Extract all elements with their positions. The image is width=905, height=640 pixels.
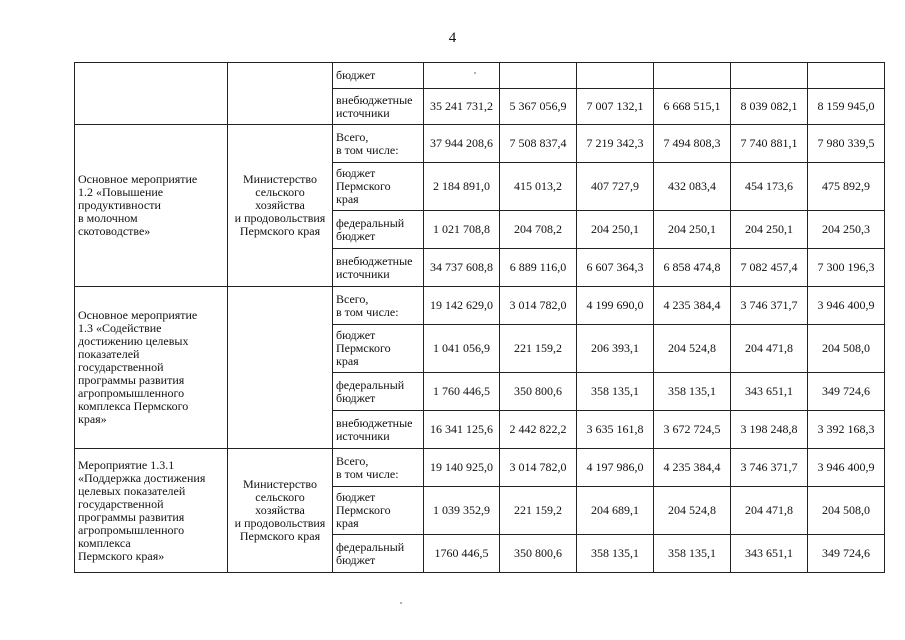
value-cell-year-4: 7 082 457,4 [731,249,808,287]
value-cell-year-3 [654,63,731,89]
value-cell-year-3: 4 235 384,4 [654,449,731,487]
value-cell-year-1: 350 800,6 [500,373,577,411]
value-cell-year-1 [500,63,577,89]
value-cell-total [424,63,500,89]
value-cell-year-1: 7 508 837,4 [500,125,577,163]
value-cell-year-3: 358 135,1 [654,535,731,573]
value-cell-year-1: 221 159,2 [500,325,577,373]
source-cell: Всего, в том числе: [333,125,424,163]
source-cell: федеральный бюджет [333,535,424,573]
value-cell-total: 35 241 731,2 [424,89,500,125]
value-cell-year-5: 7 980 339,5 [808,125,885,163]
source-cell: бюджет [333,63,424,89]
value-cell-year-5: 204 250,3 [808,211,885,249]
value-cell-year-4 [731,63,808,89]
value-cell-year-1: 221 159,2 [500,487,577,535]
value-cell-year-4: 204 471,8 [731,487,808,535]
value-cell-year-1: 2 442 822,2 [500,411,577,449]
value-cell-total: 37 944 208,6 [424,125,500,163]
value-cell-year-3: 6 858 474,8 [654,249,731,287]
value-cell-year-2: 4 199 690,0 [577,287,654,325]
value-cell-year-2: 204 250,1 [577,211,654,249]
budget-table [74,62,885,573]
value-cell-year-4: 204 250,1 [731,211,808,249]
value-cell-year-4: 454 173,6 [731,163,808,211]
executor-cell: Министерство сельского хозяйства и продовольствия Пермского края [228,125,333,287]
value-cell-year-5: 3 392 168,3 [808,411,885,449]
value-cell-year-2: 358 135,1 [577,373,654,411]
value-cell-year-2: 4 197 986,0 [577,449,654,487]
value-cell-total: 19 140 925,0 [424,449,500,487]
value-cell-year-3: 358 135,1 [654,373,731,411]
value-cell-year-3: 3 672 724,5 [654,411,731,449]
value-cell-year-3: 4 235 384,4 [654,287,731,325]
activity-name-cell [75,63,228,125]
value-cell-total: 1 021 708,8 [424,211,500,249]
scan-speck [400,602,402,604]
table-row [75,63,885,89]
value-cell-year-3: 204 250,1 [654,211,731,249]
value-cell-year-5: 349 724,6 [808,535,885,573]
table-row [75,287,885,325]
scan-speck [474,72,476,74]
value-cell-year-2: 6 607 364,3 [577,249,654,287]
value-cell-year-5: 475 892,9 [808,163,885,211]
value-cell-total: 1 041 056,9 [424,325,500,373]
value-cell-year-5: 204 508,0 [808,325,885,373]
source-cell: внебюджетные источники [333,411,424,449]
value-cell-total: 2 184 891,0 [424,163,500,211]
value-cell-year-1: 3 014 782,0 [500,449,577,487]
value-cell-year-1: 3 014 782,0 [500,287,577,325]
value-cell-year-1: 5 367 056,9 [500,89,577,125]
source-cell: внебюджетные источники [333,89,424,125]
value-cell-year-5 [808,63,885,89]
value-cell-year-3: 7 494 808,3 [654,125,731,163]
value-cell-year-2: 7 007 132,1 [577,89,654,125]
value-cell-year-4: 3 746 371,7 [731,449,808,487]
source-cell: бюджет Пермского края [333,163,424,211]
activity-name-cell: Основное мероприятие 1.2 «Повышение продуктивности в молочном скотоводстве» [75,125,228,287]
value-cell-year-4: 204 471,8 [731,325,808,373]
value-cell-year-1: 204 708,2 [500,211,577,249]
value-cell-year-1: 415 013,2 [500,163,577,211]
source-cell: федеральный бюджет [333,373,424,411]
table-row [75,125,885,163]
source-cell: бюджет Пермского края [333,325,424,373]
source-cell: внебюджетные источники [333,249,424,287]
value-cell-year-4: 7 740 881,1 [731,125,808,163]
value-cell-total: 16 341 125,6 [424,411,500,449]
value-cell-year-2: 358 135,1 [577,535,654,573]
value-cell-year-5: 8 159 945,0 [808,89,885,125]
value-cell-year-4: 3 198 248,8 [731,411,808,449]
value-cell-year-5: 349 724,6 [808,373,885,411]
value-cell-year-4: 343 651,1 [731,535,808,573]
executor-cell: Министерство сельского хозяйства и продовольствия Пермского края [228,449,333,573]
value-cell-year-3: 204 524,8 [654,487,731,535]
value-cell-year-4: 8 039 082,1 [731,89,808,125]
value-cell-year-3: 432 083,4 [654,163,731,211]
value-cell-year-3: 204 524,8 [654,325,731,373]
value-cell-total: 1760 446,5 [424,535,500,573]
value-cell-year-2: 204 689,1 [577,487,654,535]
value-cell-total: 1 039 352,9 [424,487,500,535]
table-row [75,449,885,487]
value-cell-year-5: 3 946 400,9 [808,449,885,487]
value-cell-year-2: 3 635 161,8 [577,411,654,449]
source-cell: Всего, в том числе: [333,287,424,325]
source-cell: бюджет Пермского края [333,487,424,535]
value-cell-year-1: 350 800,6 [500,535,577,573]
value-cell-year-5: 204 508,0 [808,487,885,535]
source-cell: Всего, в том числе: [333,449,424,487]
value-cell-total: 19 142 629,0 [424,287,500,325]
activity-name-cell: Основное мероприятие 1.3 «Содействие достижению целевых показателей государственной программы развития агропромышленного комплекса Пермского края» [75,287,228,449]
value-cell-year-5: 7 300 196,3 [808,249,885,287]
value-cell-total: 1 760 446,5 [424,373,500,411]
value-cell-year-2: 7 219 342,3 [577,125,654,163]
value-cell-year-4: 3 746 371,7 [731,287,808,325]
value-cell-year-1: 6 889 116,0 [500,249,577,287]
executor-cell [228,63,333,125]
activity-name-cell: Мероприятие 1.3.1 «Поддержка достижения целевых показателей государственной программы развития агропромышленного комплекса Пермского края» [75,449,228,573]
value-cell-year-2 [577,63,654,89]
source-cell: федеральный бюджет [333,211,424,249]
value-cell-year-3: 6 668 515,1 [654,89,731,125]
value-cell-year-5: 3 946 400,9 [808,287,885,325]
value-cell-total: 34 737 608,8 [424,249,500,287]
value-cell-year-4: 343 651,1 [731,373,808,411]
executor-cell [228,287,333,449]
value-cell-year-2: 206 393,1 [577,325,654,373]
page-number: 4 [448,30,457,46]
value-cell-year-2: 407 727,9 [577,163,654,211]
